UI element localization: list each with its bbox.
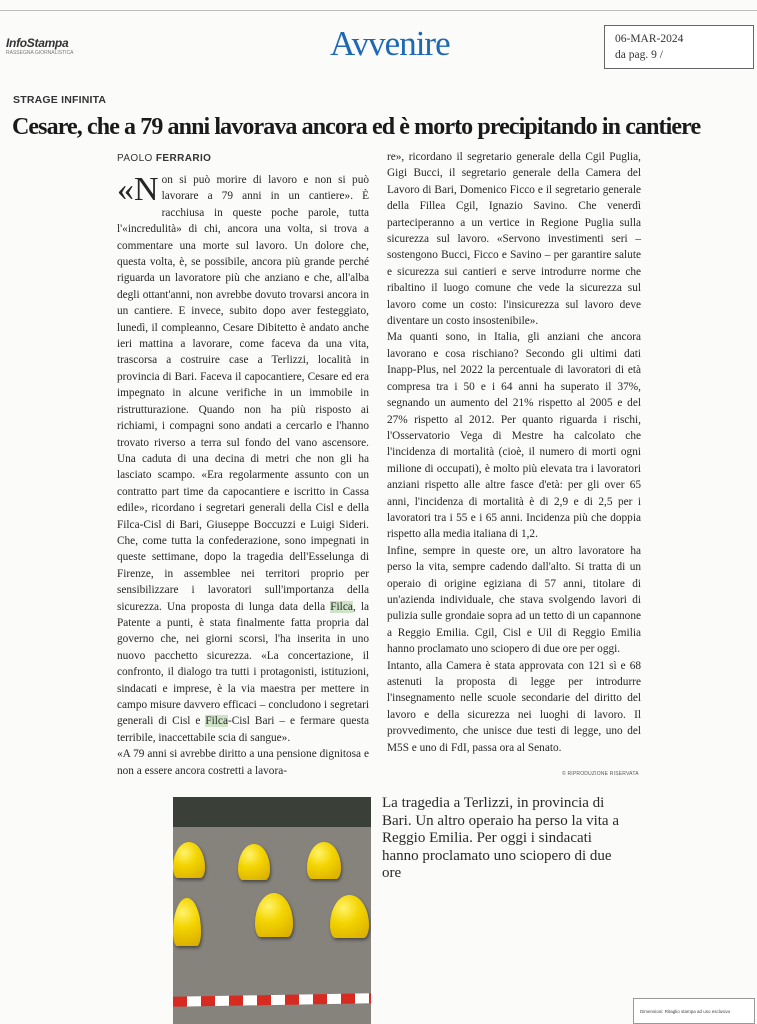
helmets-photo	[173, 797, 371, 1024]
helmet-icon	[307, 842, 341, 879]
publication-date: 06-MAR-2024	[615, 33, 684, 45]
column-1-paragraph-1	[117, 172, 369, 746]
article-byline	[117, 153, 211, 164]
clipping-service-name: InfoStampa	[6, 36, 69, 50]
photo-dark-background	[173, 797, 371, 827]
clipping-service-subtitle: RASSEGNA GIORNALISTICA	[6, 50, 74, 56]
page-reference: da pag. 9 /	[615, 49, 663, 61]
date-box	[604, 25, 754, 69]
article-headline: Cesare, che a 79 anni lavorava ancora ed è morto precipitando in cantiere	[12, 114, 701, 140]
page-thumbnail: Dimensioni: Ritaglio stampa ad uso esclusivo	[633, 998, 755, 1024]
copyright-notice: © RIPRODUZIONE RISERVATA	[562, 771, 639, 777]
paragraph-text: on si può morire di lavoro e non si può lavorare a 79 anni in un cantiere». È racchiusa in queste poche parole, tutta l'«incredulità» di chi, ancora una volta, si trova a commentare una morte sul lavoro. Un dolore che, questa volta, è, se possibile, ancora più grande perché riguarda un lavoratore più che anziano e che, all'alba degli ottant'anni, non avrebbe dovuto trovarsi ancora in un cantiere. E invece, subito dopo aver festeggiato, lunedì, il compleanno, Cesare Dibitetto è andato anche ieri mattina a lavorare, come faceva da una vita, trascorsa a costruire case a Terlizzi, località in provincia di Bari. Faceva il capocantiere, Cesare ed era impegnato in alcune verifiche in un immobile in ristrutturazione. Quando non ha più risposto ai richiami, i compagni sono andati a cercarlo e l'hanno trovato riverso a terra sul fondo del vano ascensore. Una caduta di una decina di metri che non gli ha lasciato scampo. «Era regolarmente assunto con un contratto part time da capocantiere e iscritto in Cassa edile», ricordano i segretari generali della Cisl e della Filca-Cisl di Bari, Giuseppe Boccuzzi e Luigi Sideri. Che, come tutta la confederazione, sono impegnati in queste settimane, dopo la tragedia dell'Esselunga di Firenze, in assemblee nei territori proprio per sensibilizzare i lavoratori sull'importanza della sicurezza. Una proposta di lunga data della	[117, 174, 369, 613]
helmet-icon	[330, 895, 369, 938]
column-1-paragraph-2: «A 79 anni si avrebbe diritto a una pensione dignitosa e non a essere ancora costretti a lavora-	[117, 748, 369, 777]
column-2-paragraph-1: re», ricordano il segretario generale della Cgil Puglia, Gigi Bucci, il segretario generale della Camera del Lavoro di Bari, Domenico Ficco e il segretario generale della Fillea Cgil, Ignazio Savino. Che venerdì parteciperanno a un vertice in Regione Puglia sulla sicurezza sul lavoro. «Servono investimenti seri – sostengono Bucci, Ficco e Savino – per garantire salute e sicurezza sui cantieri e serve introdurre norme che ribaltino il luogo comune che vede la sicurezza sul lavoro come un costo: l'insicurezza sul lavoro deve diventare un costo insostenibile».	[387, 151, 641, 328]
column-2-paragraph-3: Infine, sempre in queste ore, un altro lavoratore ha perso la vita, sempre cadendo dall'alto. Si tratta di un operaio di origine egiziana di 57 anni, titolare di un'azienda individuale, che stava svolgendo lavori di pulizia sulle grondaie sopra ad un tetto di un capannone a Reggio Emilia. Cgil, Cisl e Uil di Reggio Emilia hanno proclamato uno sciopero di due ore per oggi.	[387, 544, 641, 656]
highlight-filca: Filca	[205, 715, 228, 728]
helmet-icon	[255, 893, 293, 937]
article-column-2	[387, 149, 641, 756]
column-2-paragraph-4: Intanto, alla Camera è stata approvata con 121 sì e 68 astenuti la proposta di legge per introdurre l'insegnamento nelle scuole secondarie del diritto del lavoro e della sicurezza nei luoghi di lavoro. Il provvedimento, che unisce due testi di legge, uno del M5S e uno di FdI, passa ora al Senato.	[387, 659, 641, 754]
author-last-name: FERRARIO	[155, 153, 212, 164]
highlight-filca: Filca	[330, 600, 353, 613]
helmet-icon	[173, 842, 205, 878]
drop-cap	[117, 171, 159, 208]
paragraph-text: -Cisl Bari – e fermare questa terribile, inaccettabile scia di sangue».	[117, 715, 369, 744]
newspaper-masthead: Avvenire	[330, 24, 450, 63]
warning-tape	[173, 993, 371, 1006]
author-first-name: PAOLO	[117, 153, 153, 164]
top-divider	[0, 10, 757, 11]
drop-cap-letter: N	[134, 171, 159, 208]
article-column-1	[117, 172, 369, 779]
helmet-icon	[238, 844, 270, 880]
column-2-paragraph-2: Ma quanti sono, in Italia, gli anziani che ancora lavorano e cosa rischiano? Secondo gli ultimi dati Inapp-Plus, nel 2022 la percentuale di lavoratori di età compresa tra i 50 e i 64 anni ha superato il 37%, segnando un aumento del 21% rispetto al 2005 e del 27% rispetto al 2012. Per quanto riguarda i rischi, l'Osservatorio Vega di Mestre ha calcolato che l'incidenza di mortalità (cioè, il numero di morti ogni milione di occupati), è molto più elevata tra i lavoratori anziani rispetto alle altre fasce d'età: per gli over 65 anni, l'incidenza di mortalità è di 2,9 e di 2,5 per i lavoratori tra i 55 e i 65 anni. Incidenza più che doppia rispetto alla media italiana di 1,2.	[387, 331, 641, 541]
clipping-service-logo	[6, 36, 74, 56]
paragraph-text: , la Patente a punti, è stata finalmente fatta propria dal governo che, nei giorni scorsi, l'ha inserita in uno nuovo pacchetto sicurezza. «La concertazione, il confronto, il dialogo tra tutti i protagonisti, istituzioni, sindacati e imprese, è la via maestra per mettere in campo misure davvero efficaci – concludono i segretari generali di Cisl e	[117, 600, 369, 728]
opening-quote: «	[117, 171, 134, 208]
article-kicker: STRAGE INFINITA	[13, 94, 107, 106]
helmet-icon	[173, 898, 201, 946]
photo-caption: La tragedia a Terlizzi, in provincia di Bari. Un altro operaio ha perso la vita a Reggio Emilia. Per oggi i sindacati hanno proclamato uno sciopero di due ore	[382, 795, 619, 881]
